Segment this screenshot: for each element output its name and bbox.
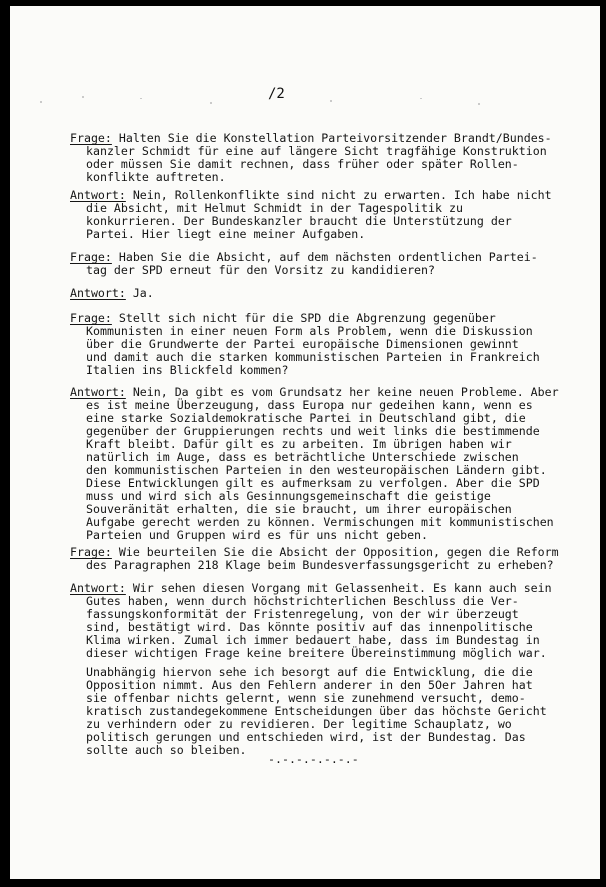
scan-speck (140, 98, 142, 99)
text-line: konkurrieren. Der Bundeskanzler braucht die Unterstützung der (86, 214, 512, 228)
text-line: zu verhindern oder zu revidieren. Der legitime Schauplatz, wo (86, 717, 512, 731)
page-number: /2 (268, 86, 285, 102)
answer-label: Antwort: (70, 286, 126, 300)
question-label: Frage: (70, 250, 112, 264)
answer-block-1 (70, 189, 590, 241)
question-block-4 (70, 546, 590, 572)
text-line: über die Grundwerte der Partei europäische Dimensionen gewinnt (86, 337, 519, 351)
scan-speck (40, 101, 42, 103)
text-line: kanzler Schmidt für eine auf längere Sicht tragfähige Konstruktion (86, 144, 547, 158)
text-line: es ist meine Überzeugung, dass Europa nur gedeihen kann, wenn es (86, 398, 533, 412)
text-line: dieser wichtigen Frage keine breitere Übereinstimmung möglich war. (86, 646, 547, 660)
text-line: Kommunisten in einer neuen Form als Problem, wenn die Diskussion (86, 324, 533, 338)
question-label: Frage: (70, 545, 112, 559)
text-line: Partei. Hier liegt eine meiner Aufgaben. (86, 227, 366, 241)
answer-block-2 (70, 287, 590, 300)
scan-speck (420, 98, 422, 99)
scan-speck (210, 102, 212, 104)
text-line: Kraft bleibt. Dafür gilt es zu arbeiten. Im übrigen haben wir (86, 437, 512, 451)
text-line: Souveränität erhalten, die sie braucht, um ihrer europäischen (86, 502, 512, 516)
text-line: tag der SPD erneut für den Vorsitz zu kandidieren? (86, 263, 436, 277)
answer-label: Antwort: (70, 188, 126, 202)
scan-speck (82, 96, 84, 98)
question-label: Frage: (70, 131, 112, 145)
text-line: Parteien und Gruppen wird es für uns nicht geben. (86, 528, 429, 542)
answer-label: Antwort: (70, 385, 126, 399)
text-line: konflikte auftreten. (86, 170, 226, 184)
text-line: sind, bestätigt wird. Das könnte positiv auf das innenpolitische (86, 620, 533, 634)
text-line: Gutes haben, wenn durch höchstrichterlichen Beschluss die Ver- (86, 594, 519, 608)
text-line: Halten Sie die Konstellation Parteivorsitzender Brandt/Bundes- (111, 131, 552, 145)
answer-paragraph (70, 666, 590, 757)
text-line: Unabhängig hiervon sehe ich besorgt auf die Entwicklung, die die (86, 665, 533, 679)
text-line: oder müssen Sie damit rechnen, dass früher oder später Rollen- (86, 157, 519, 171)
text-line: und damit auch die starken kommunistischen Parteien in Frankreich (86, 350, 540, 364)
scan-speck (478, 103, 480, 105)
text-line: fassungskonformität der Fristenregelung, von der wir überzeugt (86, 607, 519, 621)
text-line: kratisch zustandegekommene Entscheidungen über das höchste Gericht (86, 704, 547, 718)
text-line: politisch gerungen und entschieden wird, ist der Bundestag. Das (86, 730, 526, 744)
text-line: Aufgabe gerecht werden zu können. Vermischungen mit kommunistischen (86, 515, 554, 529)
text-line: Nein, Rollenkonflikte sind nicht zu erwarten. Ich habe nicht (125, 188, 552, 202)
text-line: Wir sehen diesen Vorgang mit Gelassenheit. Es kann auch sein (125, 581, 552, 595)
text-line: den kommunistischen Parteien in den westeuropäischen Ländern gibt. (86, 463, 547, 477)
text-line: sollte auch so bleiben. (86, 743, 247, 757)
document-page (10, 6, 600, 879)
answer-block-4 (70, 582, 590, 757)
question-block-2 (70, 251, 590, 277)
text-line: eine starke Sozialdemokratische Partei in Deutschland gibt, die (86, 411, 526, 425)
text-line: Wie beurteilen Sie die Absicht der Opposition, gegen die Reform (111, 545, 559, 559)
text-line: Opposition nimmt. Aus den Fehlern anderer in den 5Oer Jahren hat (86, 678, 533, 692)
question-block-1 (70, 132, 590, 184)
text-line: Stellt sich nicht für die SPD die Abgrenzung gegenüber (111, 311, 496, 325)
end-separator: -.-.-.-.-.-.- (268, 752, 359, 766)
text-line: gegenüber der Gruppierungen rechts und weit links die bestimmende (86, 424, 540, 438)
text-line: sie offenbar nichts gelernt, wenn sie zunehmend versucht, demo- (86, 691, 526, 705)
question-block-3 (70, 312, 590, 377)
text-line: Ja. (125, 286, 154, 300)
text-line: natürlich im Auge, dass es beträchtliche Unterschiede zwischen (86, 450, 519, 464)
text-line: Haben Sie die Absicht, auf dem nächsten ordentlichen Partei- (111, 250, 538, 264)
scan-speck (330, 100, 332, 102)
text-line: die Absicht, mit Helmut Schmidt in der Tagespolitik zu (86, 201, 463, 215)
text-line: Nein, Da gibt es vom Grundsatz her keine neuen Probleme. Aber (125, 385, 559, 399)
text-line: Italien ins Blickfeld kommen? (86, 363, 289, 377)
text-line: muss und wird sich als Gesinnungsgemeinschaft die geistige (86, 489, 491, 503)
text-line: Diese Entwicklungen gilt es aufmerksam zu verfolgen. Aber die SPD (86, 476, 540, 490)
text-line: des Paragraphen 218 Klage beim Bundesverfassungsgericht zu erheben? (86, 558, 554, 572)
text-line: Klima wirken. Zumal ich immer bedauert habe, dass im Bundestag in (86, 633, 540, 647)
answer-block-3 (70, 386, 590, 542)
answer-label: Antwort: (70, 581, 126, 595)
question-label: Frage: (70, 311, 112, 325)
